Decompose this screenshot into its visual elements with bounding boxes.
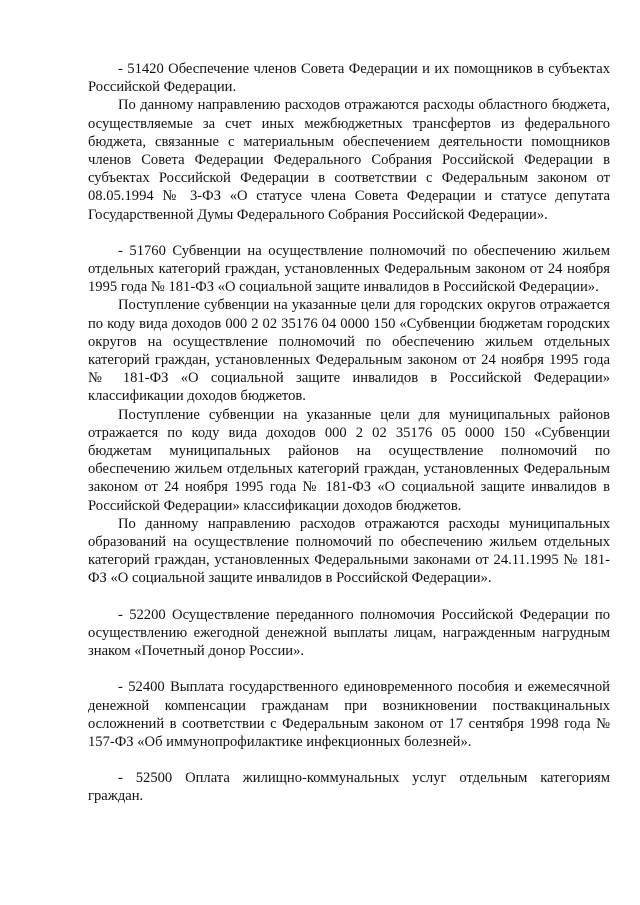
- paragraph-52500-heading: - 52500 Оплата жилищно-коммунальных услуг отдельным категориям граждан.: [88, 770, 610, 805]
- paragraph-51420-description: По данному направлению расходов отражаются расходы областного бюджета, осуществляемые за счет иных межбюджетных трансфертов из федерального бюджета, связанные с материальным обеспечением деятельности помощников членов Совета Федерации Федерального Собрания Российской Федерации в субъектах Российской Федерации в соответствии с Федеральным законом от 08.05.1994 № 3-ФЗ «О статусе члена Совета Федерации и статусе депутата Государственной Думы Федерального Собрания Российской Федерации».: [88, 97, 610, 223]
- paragraph-51760-heading: - 51760 Субвенции на осуществление полномочий по обеспечению жильем отдельных категорий граждан, установленных Федеральным законом от 24 ноября 1995 года № 181-ФЗ «О социальной защите инвалидов в Российской Федерации».: [88, 242, 610, 296]
- paragraph-51760-urban-districts: Поступление субвенции на указанные цели для городских округов отражается по коду вида доходов 000 2 02 35176 04 0000 150 «Субвенции бюджетам городских округов на осуществление полномочий по обеспечению жильем отдельных категорий граждан, установленных Федеральным законом от 24 ноября 1995 года № 181-ФЗ «О социальной защите инвалидов в Российской Федерации» классификации доходов бюджетов.: [88, 297, 610, 405]
- paragraph-gap: [88, 660, 610, 678]
- document-page: [88, 60, 610, 806]
- paragraph-gap: [88, 588, 610, 606]
- paragraph-51760-description: По данному направлению расходов отражаются расходы муниципальных образований на осуществление полномочий по обеспечению жильем отдельных категорий граждан, установленных Федеральными законами от 24.11.1995 № 181-ФЗ «О социальной защите инвалидов в Российской Федерации».: [88, 515, 610, 587]
- paragraph-52200-heading: - 52200 Осуществление переданного полномочия Российской Федерации по осуществлению ежегодной денежной выплаты лицам, награжденным нагрудным знаком «Почетный донор России».: [88, 606, 610, 660]
- paragraph-51420-heading: - 51420 Обеспечение членов Совета Федерации и их помощников в субъектах Российской Федерации.: [88, 61, 610, 96]
- paragraph-52400-heading: - 52400 Выплата государственного единовременного пособия и ежемесячной денежной компенсации гражданам при возникновении поствакцинальных осложнений в соответствии с Федеральным законом от 17 сентября 1998 года № 157-ФЗ «Об иммунопрофилактике инфекционных болезней».: [88, 679, 610, 750]
- paragraph-51760-municipal-districts: Поступление субвенции на указанные цели для муниципальных районов отражается по коду вида доходов 000 2 02 35176 05 0000 150 «Субвенции бюджетам муниципальных районов на осуществление полномочий по обеспечению жильем отдельных категорий граждан, установленных Федеральным законом от 24 ноября 1995 года № 181-ФЗ «О социальной защите инвалидов в Российской Федерации» классификации доходов бюджетов.: [88, 406, 610, 514]
- paragraph-gap: [88, 224, 610, 242]
- paragraph-gap: [88, 751, 610, 769]
